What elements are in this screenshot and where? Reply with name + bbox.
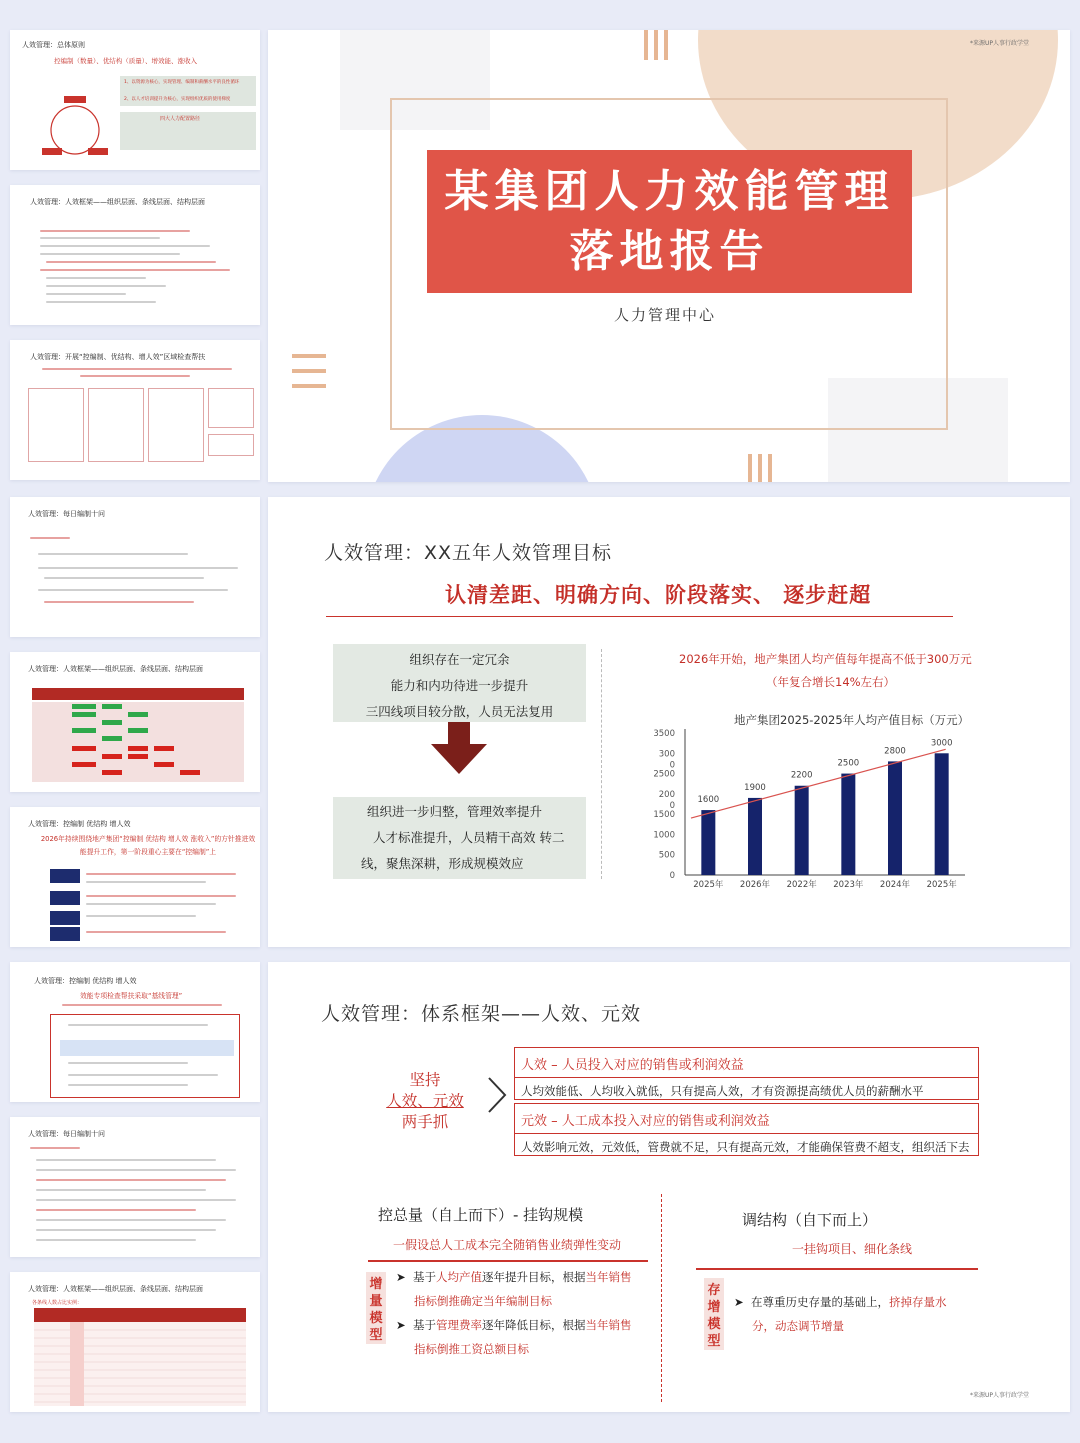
thumb-title: 人效管理：开展“控编制、优结构、增人效”区域检查帮扶 [30, 353, 206, 361]
keep-line-3: 两手抓 [401, 1113, 449, 1131]
thumb-title: 人效管理：人效框架——组织层面、条线层面、结构层面 [30, 198, 205, 206]
right-section-title: 调结构（自下而上） [742, 1211, 878, 1229]
y-tick-label: 3500 [653, 729, 675, 739]
y-tick-label: 1000 [653, 830, 675, 841]
increment-model-label: 增量模型 [366, 1272, 386, 1344]
keep-both-label [380, 1070, 470, 1133]
data-label: 2800 [884, 746, 906, 757]
right-title-underline [696, 1268, 978, 1270]
trend-line [691, 749, 946, 818]
data-label: 1900 [744, 782, 766, 793]
future-state-line: 人才标准提升，人员精干高效 转二 [373, 830, 565, 845]
cycle-diagram [40, 86, 110, 166]
left-bullet-2-line1: ➤ 基于管理费率逐年降低目标，根据当年销售 [396, 1318, 632, 1332]
left-section-title: 控总量（自上而下）- 挂钩规模 [378, 1206, 584, 1224]
thumb-item-2: 2、以人才培训提升为核心，实现组织优质的使用梯度 [124, 97, 231, 102]
thumb-title: 人效管理：人效框架——组织层面、条线层面、结构层面 [28, 665, 203, 673]
future-state-line: 线，聚焦深耕，形成规模效应 [361, 856, 524, 871]
thumb-slide-daily-ten-questions-2[interactable] [10, 1117, 260, 1257]
thumb-title: 人效管理：每日编制十问 [28, 1130, 105, 1138]
y-tick-label: 300 [658, 749, 675, 760]
bar [701, 810, 715, 875]
y-tick-label: 0 [669, 800, 675, 811]
cost-efficiency-body: 人效影响元效，元效低，管费就不足，只有提高元效，才能确保管费不超支，组织活下去 [521, 1140, 970, 1154]
thumb-subtitle: 2026年持续围绕地产集团“控编制 优结构 增人效 涨收入”的方针推进效能提升工作，第一阶段重心主要在“控编制”上 [40, 835, 256, 856]
current-state-line: 组织存在一定冗余 [409, 652, 510, 667]
x-tick-label: 2026年 [739, 880, 771, 890]
bar [935, 753, 949, 875]
divider-line [326, 616, 953, 617]
thumb-slide-framework-table[interactable] [10, 652, 260, 792]
thumb-subtitle: 控编制（数量）、优结构（质量）、增效能、涨收入 [54, 57, 197, 65]
x-tick-label: 2023年 [833, 880, 864, 890]
ratio-table [34, 1308, 246, 1406]
current-state-box [333, 644, 586, 722]
current-state-line: 能力和内功待进一步提升 [390, 678, 529, 693]
thumb-slide-principles[interactable] [10, 30, 260, 170]
thumb-item-1: 1、以资源为核心，实现管理、编制和薪酬水平的良性循环 [124, 80, 240, 85]
keep-line-2: 人效、元效 [386, 1092, 464, 1110]
thumb-subtitle: 效能专项检查帮扶采取“基线管理” [80, 992, 183, 1000]
thumb-item-3: 四大人力配置路径 [160, 116, 201, 122]
thumb-slide-daily-ten-questions[interactable] [10, 497, 260, 637]
right-bullet-1 [734, 1290, 946, 1338]
y-tick-label: 500 [658, 850, 675, 861]
cost-efficiency-box [514, 1103, 979, 1156]
right-bullet-1-line1: ➤ 在尊重历史存量的基础上，挤掉存量水 [734, 1295, 947, 1309]
heatmap-table [32, 688, 244, 784]
thumb-title: 人效管理：控编制 优结构 增人效 [28, 820, 131, 828]
chart-title: 地产集团2025-2025年人均产值目标（万元） [734, 713, 970, 727]
left-bullet-1-line2: 指标倒推确定当年编制目标 [414, 1294, 552, 1308]
cover-title-box [427, 150, 912, 293]
future-state-line: 组织进一步归整，管理效率提升 [367, 804, 543, 819]
data-label: 1600 [697, 795, 720, 806]
cover-title-line1: 某集团人力效能管理 [444, 166, 895, 217]
bar [841, 774, 855, 875]
target-line-2: （年复合增长14%左右） [766, 675, 896, 689]
cost-efficiency-head: 元效 – 人工成本投入对应的销售或利润效益 [515, 1104, 978, 1134]
cover-subtitle: 人力管理中心 [614, 306, 717, 324]
bar [888, 761, 902, 875]
left-section-subtitle: 一假设总人工成本完全随销售业绩弹性变动 [393, 1238, 622, 1252]
future-state-box [333, 797, 586, 879]
left-bullet-1 [396, 1265, 631, 1313]
x-tick-label: 2025年 [693, 880, 724, 890]
left-bullet-1-line1: ➤ 基于人均产值逐年提升目标，根据当年销售 [396, 1270, 632, 1284]
cover-title-line2: 落地报告 [569, 226, 770, 277]
per-capita-efficiency-body: 人均效能低、人均收入就低，只有提高人效，才有资源提高绩优人员的薪酬水平 [521, 1084, 924, 1098]
data-label: 2500 [837, 758, 860, 769]
data-label: 2200 [790, 770, 813, 781]
y-tick-label: 1500 [653, 810, 675, 821]
watermark: *来源UP人事行政学堂 [970, 40, 1030, 47]
vertical-divider [601, 649, 602, 879]
keep-line-1: 坚持 [409, 1071, 441, 1089]
vertical-divider [661, 1194, 662, 1402]
y-tick-label: 2500 [653, 769, 675, 780]
left-title-underline [368, 1260, 648, 1262]
framework-slide[interactable] [268, 962, 1070, 1412]
y-tick-label: 0 [669, 871, 675, 881]
thumb-slide-baseline-check[interactable] [10, 962, 260, 1102]
chevron-right-icon [486, 1076, 508, 1114]
right-section-subtitle: 一挂钩项目、细化条线 [792, 1242, 913, 1256]
per-capita-output-chart [645, 725, 975, 895]
current-state-line: 三四线项目较分散，人员无法复用 [365, 704, 554, 719]
thumb-title: 人效管理：人效框架——组织层面、条线层面、结构层面 [28, 1285, 203, 1293]
thumb-slide-line-ratio[interactable] [10, 1272, 260, 1412]
thumb-slide-inspection[interactable] [10, 340, 260, 480]
thumb-title: 人效管理：每日编制十问 [28, 510, 105, 518]
framework-title: 人效管理：体系框架——人效、元效 [321, 1003, 642, 1025]
thumb-slide-control-headcount[interactable] [10, 807, 260, 947]
y-tick-label: 0 [669, 760, 675, 771]
stock-model-label: 存增模型 [704, 1278, 724, 1350]
y-tick-label: 200 [658, 789, 675, 800]
x-tick-label: 2022年 [786, 880, 817, 890]
thumb-title: 人效管理：控编制 优结构 增人效 [34, 977, 137, 985]
goal-slogan: 认清差距、明确方向、阶段落实、 逐步赶超 [445, 583, 872, 607]
data-label: 3000 [930, 738, 953, 749]
thumb-slide-framework-1[interactable] [10, 185, 260, 325]
x-tick-label: 2025年 [926, 880, 957, 890]
x-tick-label: 2024年 [879, 880, 911, 890]
thumb-subtitle: 各条线人数占比实例： [32, 1300, 83, 1306]
bar [748, 798, 762, 875]
right-bullet-1-line2: 分，动态调节增量 [752, 1319, 844, 1333]
target-line-1: 2026年开始，地产集团人均产值每年提高不低于300万元 [679, 652, 972, 666]
per-capita-efficiency-head: 人效 – 人员投入对应的销售或利润效益 [515, 1048, 978, 1078]
left-bullet-2-line2: 指标倒推工资总额目标 [414, 1342, 529, 1356]
goal-title: 人效管理：XX五年人效管理目标 [324, 542, 613, 564]
per-capita-efficiency-box [514, 1047, 979, 1100]
watermark: *来源UP人事行政学堂 [970, 1392, 1030, 1399]
down-arrow-icon [431, 722, 487, 778]
bar [795, 786, 809, 875]
left-bullet-2 [396, 1313, 631, 1361]
thumb-title: 人效管理：总体原则 [22, 41, 85, 49]
